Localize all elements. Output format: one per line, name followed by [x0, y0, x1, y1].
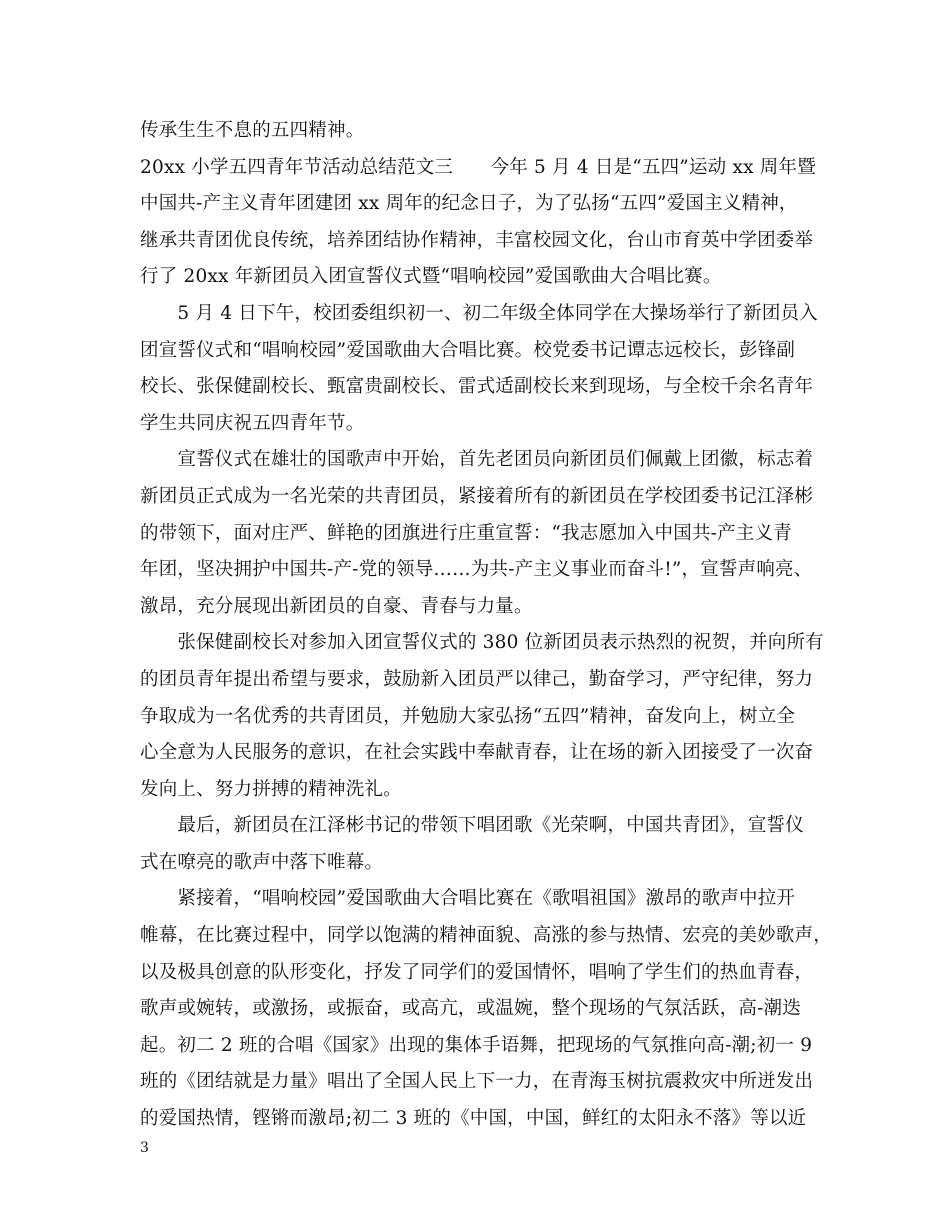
text-line: 校长、张保健副校长、甄富贵副校长、雷式适副校长来到现场，与全校千余名青年: [140, 376, 814, 398]
text-line: 式在嘹亮的歌声中落下唯幕。: [140, 851, 384, 873]
text-line: 紧接着，“唱响校园”爱国歌曲大合唱比赛在《歌唱祖国》激昂的歌声中拉开: [140, 888, 796, 910]
page-number: 3: [140, 1140, 149, 1156]
text-line: 年团，坚决拥护中国共-产-党的领导……为共-产主义事业而奋斗!”，宣誓声响亮、: [140, 559, 813, 581]
text-line: 20xx 小学五四青年节活动总结范文三 今年 5 月 4 日是“五四”运动 xx 周年暨: [140, 156, 816, 178]
text-line: 学生共同庆祝五四青年节。: [140, 412, 365, 434]
text-line: 班的《团结就是力量》唱出了全国人民上下一力，在青海玉树抗震救灾中所迸发出: [140, 1071, 814, 1093]
text-line: 团宣誓仪式和“唱响校园”爱国歌曲大合唱比赛。校党委书记谭志远校长，彭锋副: [140, 339, 796, 361]
text-line: 中国共-产主义青年团建团 xx 周年的纪念日子，为了弘扬“五四”爱国主义精神，: [140, 193, 798, 215]
text-line: 的带领下，面对庄严、鲜艳的团旗进行庄重宣誓：“我志愿加入中国共-产主义青: [140, 522, 792, 544]
text-line: 起。初二 2 班的合唱《国家》出现的集体手语舞，把现场的气氛推向高-潮;初一 9: [140, 1034, 813, 1056]
text-line: 的爱国热情，铿锵而激昂;初二 3 班的《中国，中国，鲜红的太阳永不落》等以近: [140, 1108, 807, 1130]
text-line: 宣誓仪式在雄壮的国歌声中开始，首先老团员向新团员们佩戴上团徽，标志着: [140, 449, 814, 471]
text-line: 的团员青年提出希望与要求，鼓励新入团员严以律己，勤奋学习，严守纪律，努力: [140, 668, 814, 690]
text-line: 5 月 4 日下午，校团委组织初一、初二年级全体同学在大操场举行了新团员入: [140, 302, 818, 324]
text-line: 发向上、努力拼搏的精神洗礼。: [140, 778, 402, 800]
text-line: 以及极具创意的队形变化，抒发了同学们的爱国情怀，唱响了学生们的热血青春，: [140, 961, 814, 983]
text-line: 争取成为一名优秀的共青团员，并勉励大家弘扬“五四”精神，奋发向上，树立全: [140, 705, 796, 727]
text-line: 最后，新团员在江泽彬书记的带领下唱团歌《光荣啊，中国共青团》，宣誓仪: [140, 815, 804, 837]
text-line: 心全意为人民服务的意识，在社会实践中奉献青春，让在场的新入团接受了一次奋: [140, 742, 814, 764]
text-line: 行了 20xx 年新团员入团宣誓仪式暨“唱响校园”爱国歌曲大合唱比赛。: [140, 266, 722, 288]
text-line: 帷幕，在比赛过程中，同学以饱满的精神面貌、高涨的参与热情、宏亮的美妙歌声，: [140, 925, 832, 947]
text-line: 激昂，充分展现出新团员的自豪、青春与力量。: [140, 595, 533, 617]
text-line: 张保健副校长对参加入团宣誓仪式的 380 位新团员表示热烈的祝贺，并向所有: [140, 632, 824, 654]
text-line: 歌声或婉转，或激扬，或振奋，或高亢，或温婉，整个现场的气氛活跃，高-潮迭: [140, 998, 801, 1020]
text-line: 传承生生不息的五四精神。: [140, 120, 365, 141]
text-line: 继承共青团优良传统，培养团结协作精神，丰富校园文化，台山市育英中学团委举: [140, 229, 814, 251]
text-line: 新团员正式成为一名光荣的共青团员，紧接着所有的新团员在学校团委书记江泽彬: [140, 485, 814, 507]
document-body: [140, 113, 832, 1138]
